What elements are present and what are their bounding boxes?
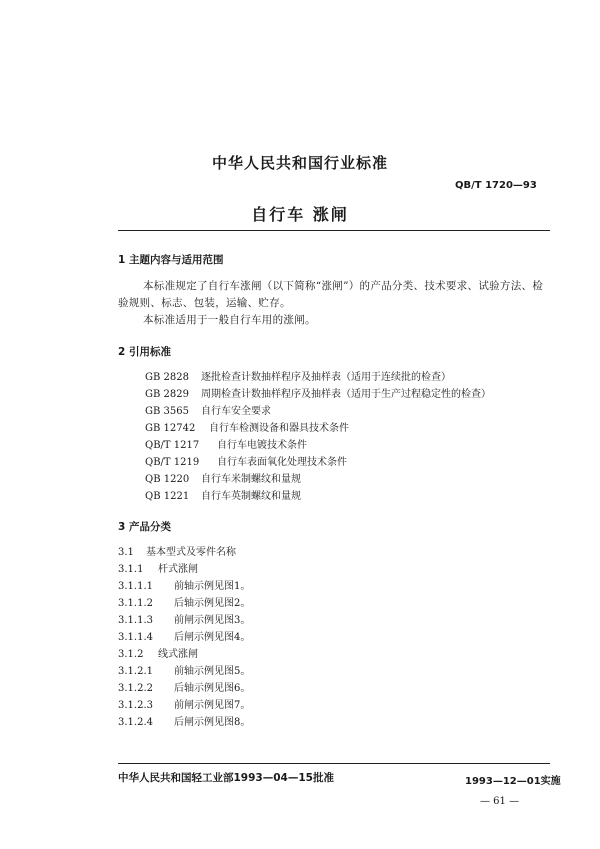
item-text: 前闸示例见图7。 [174, 700, 251, 711]
item-number: 3.1.2.1 [118, 666, 153, 677]
reference-title: 周期检查计数抽样程序及抽样表（适用于生产过程稳定性的检查） [201, 389, 491, 400]
section-1-paragraph-1-line-1: 本标准规定了自行车涨闸（以下简称“涨闸”）的产品分类、技术要求、试验方法、检 [143, 280, 544, 292]
classification-item [118, 645, 198, 660]
reference-item [145, 453, 347, 468]
classification-item [118, 696, 250, 711]
item-text: 基本型式及零件名称 [146, 547, 236, 558]
classification-item [118, 679, 250, 694]
reference-code: QB/T 1219 [145, 457, 200, 468]
standard-code: QB/T 1720—93 [455, 180, 537, 191]
item-number: 3.1.2.2 [118, 683, 153, 694]
item-text: 后轴示例见图2。 [174, 598, 251, 609]
item-text: 线式涨闸 [158, 649, 198, 660]
reference-code: QB/T 1217 [145, 440, 200, 451]
item-number: 3.1.2.3 [118, 700, 153, 711]
item-text: 前闸示例见图3。 [174, 615, 251, 626]
item-text: 杆式涨闸 [158, 564, 198, 575]
item-text: 前轴示例见图1。 [174, 581, 251, 592]
classification-item [118, 662, 250, 677]
section-2-heading: 2 引用标准 [118, 346, 171, 358]
reference-code: QB 1220 [145, 474, 190, 485]
item-text: 后闸示例见图4。 [174, 632, 251, 643]
classification-item [118, 611, 250, 626]
reference-title: 逐批检查计数抽样程序及抽样表（适用于连续批的检查） [201, 372, 451, 383]
reference-item [145, 436, 307, 451]
header-divider [118, 230, 550, 231]
reference-title: 自行车检测设备和器具技术条件 [209, 423, 349, 434]
item-text: 前轴示例见图5。 [174, 666, 251, 677]
reference-title: 自行车表面氧化处理技术条件 [217, 457, 347, 468]
section-3-heading: 3 产品分类 [118, 521, 171, 533]
reference-title: 自行车英制螺纹和量规 [201, 491, 301, 502]
item-number: 3.1.1.3 [118, 615, 153, 626]
document-title: 中华人民共和国行业标准 [211, 154, 388, 172]
reference-code: GB 2828 [145, 372, 189, 383]
reference-item [145, 487, 301, 502]
reference-item [145, 419, 349, 434]
classification-item [118, 594, 250, 609]
classification-item [118, 543, 236, 558]
classification-item [118, 560, 198, 575]
reference-code: GB 12742 [145, 423, 196, 434]
section-1-heading: 1 主题内容与适用范围 [118, 254, 224, 266]
footer-divider [118, 763, 550, 764]
document-subtitle: 自行车 涨闸 [251, 205, 349, 224]
reference-item [145, 470, 301, 485]
item-number: 3.1.1.2 [118, 598, 153, 609]
item-number: 3.1.2 [118, 649, 144, 660]
classification-item [118, 628, 250, 643]
item-number: 3.1.1.4 [118, 632, 153, 643]
section-1-paragraph-2: 本标准适用于一般自行车用的涨闸。 [143, 314, 316, 326]
classification-item [118, 577, 250, 592]
item-number: 3.1.1.1 [118, 581, 153, 592]
reference-title: 自行车安全要求 [201, 406, 271, 417]
page-number: — 61 — [480, 796, 520, 807]
reference-code: GB 2829 [145, 389, 189, 400]
reference-code: GB 3565 [145, 406, 189, 417]
reference-item [145, 385, 491, 400]
effective-date: 1993—12—01实施 [465, 776, 561, 787]
item-number: 3.1.1 [118, 564, 144, 575]
reference-code: QB 1221 [145, 491, 190, 502]
item-number: 3.1 [118, 547, 134, 558]
item-text: 后轴示例见图6。 [174, 683, 251, 694]
item-number: 3.1.2.4 [118, 717, 153, 728]
reference-title: 自行车米制螺纹和量规 [201, 474, 301, 485]
reference-item [145, 368, 451, 383]
classification-item [118, 713, 250, 728]
section-1-paragraph-1-line-2: 验规则、标志、包装，运输、贮存。 [118, 297, 291, 309]
reference-title: 自行车电镀技术条件 [217, 440, 307, 451]
approval-statement: 中华人民共和国轻工业部1993—04—15批准 [118, 772, 334, 784]
reference-item [145, 402, 271, 417]
item-text: 后闸示例见图8。 [174, 717, 251, 728]
